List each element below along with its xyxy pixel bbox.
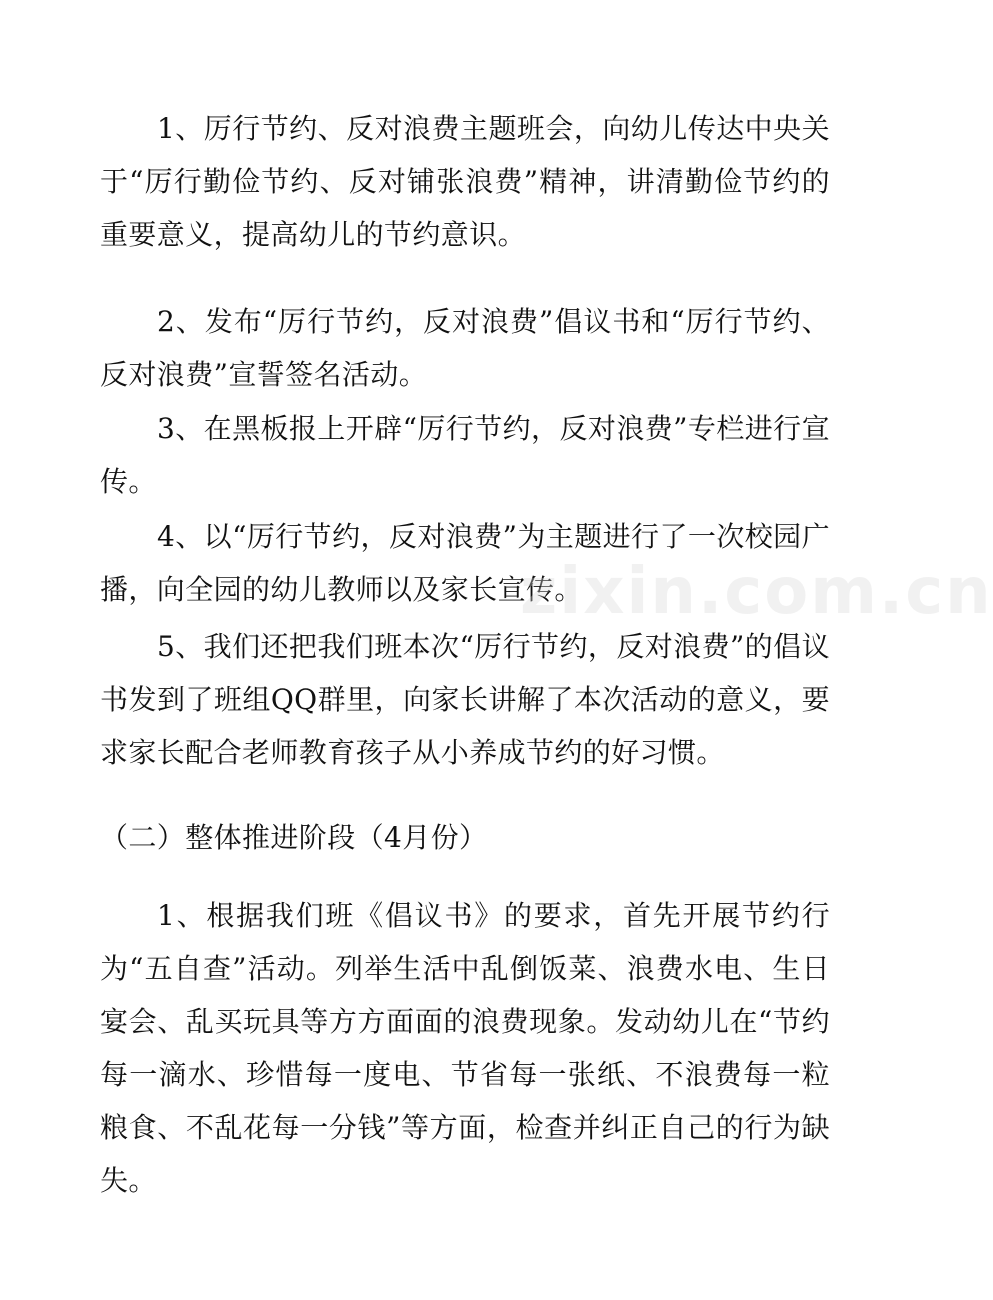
paragraph-2: 2、发布“厉行节约，反对浪费”倡议书和“厉行节约、反对浪费”宣誓签名活动。 bbox=[100, 305, 830, 391]
section-heading: （二）整体推进阶段（4月份） bbox=[100, 821, 488, 854]
section-paragraph-1: 1、根据我们班《倡议书》的要求，首先开展节约行为“五自查”活动。列举生活中乱倒饭菜、浪费水电、生日宴会、乱买玩具等方方面面的浪费现象。发动幼儿在“节约每一滴水、珍惜每一度电、节省每一张纸、不浪费每一粒粮食、不乱花每一分钱”等方面，检查并纠正自己的行为缺失。 bbox=[100, 899, 830, 1197]
paragraph-4: 4、以“厉行节约，反对浪费”为主题进行了一次校园广播，向全园的幼儿教师以及家长宣传。 bbox=[100, 520, 830, 606]
paragraph-3: 3、在黑板报上开辟“厉行节约，反对浪费”专栏进行宣传。 bbox=[100, 412, 830, 498]
paragraph-5: 5、我们还把我们班本次“厉行节约，反对浪费”的倡议书发到了班组QQ群里，向家长讲解了本次活动的意义，要求家长配合老师教育孩子从小养成节约的好习惯。 bbox=[100, 630, 830, 769]
paragraph-1: 1、厉行节约、反对浪费主题班会，向幼儿传达中央关于“厉行勤俭节约、反对铺张浪费”精神，讲清勤俭节约的重要意义，提高幼儿的节约意识。 bbox=[100, 112, 830, 251]
watermark-logo: zixin.com.cn bbox=[520, 555, 993, 629]
